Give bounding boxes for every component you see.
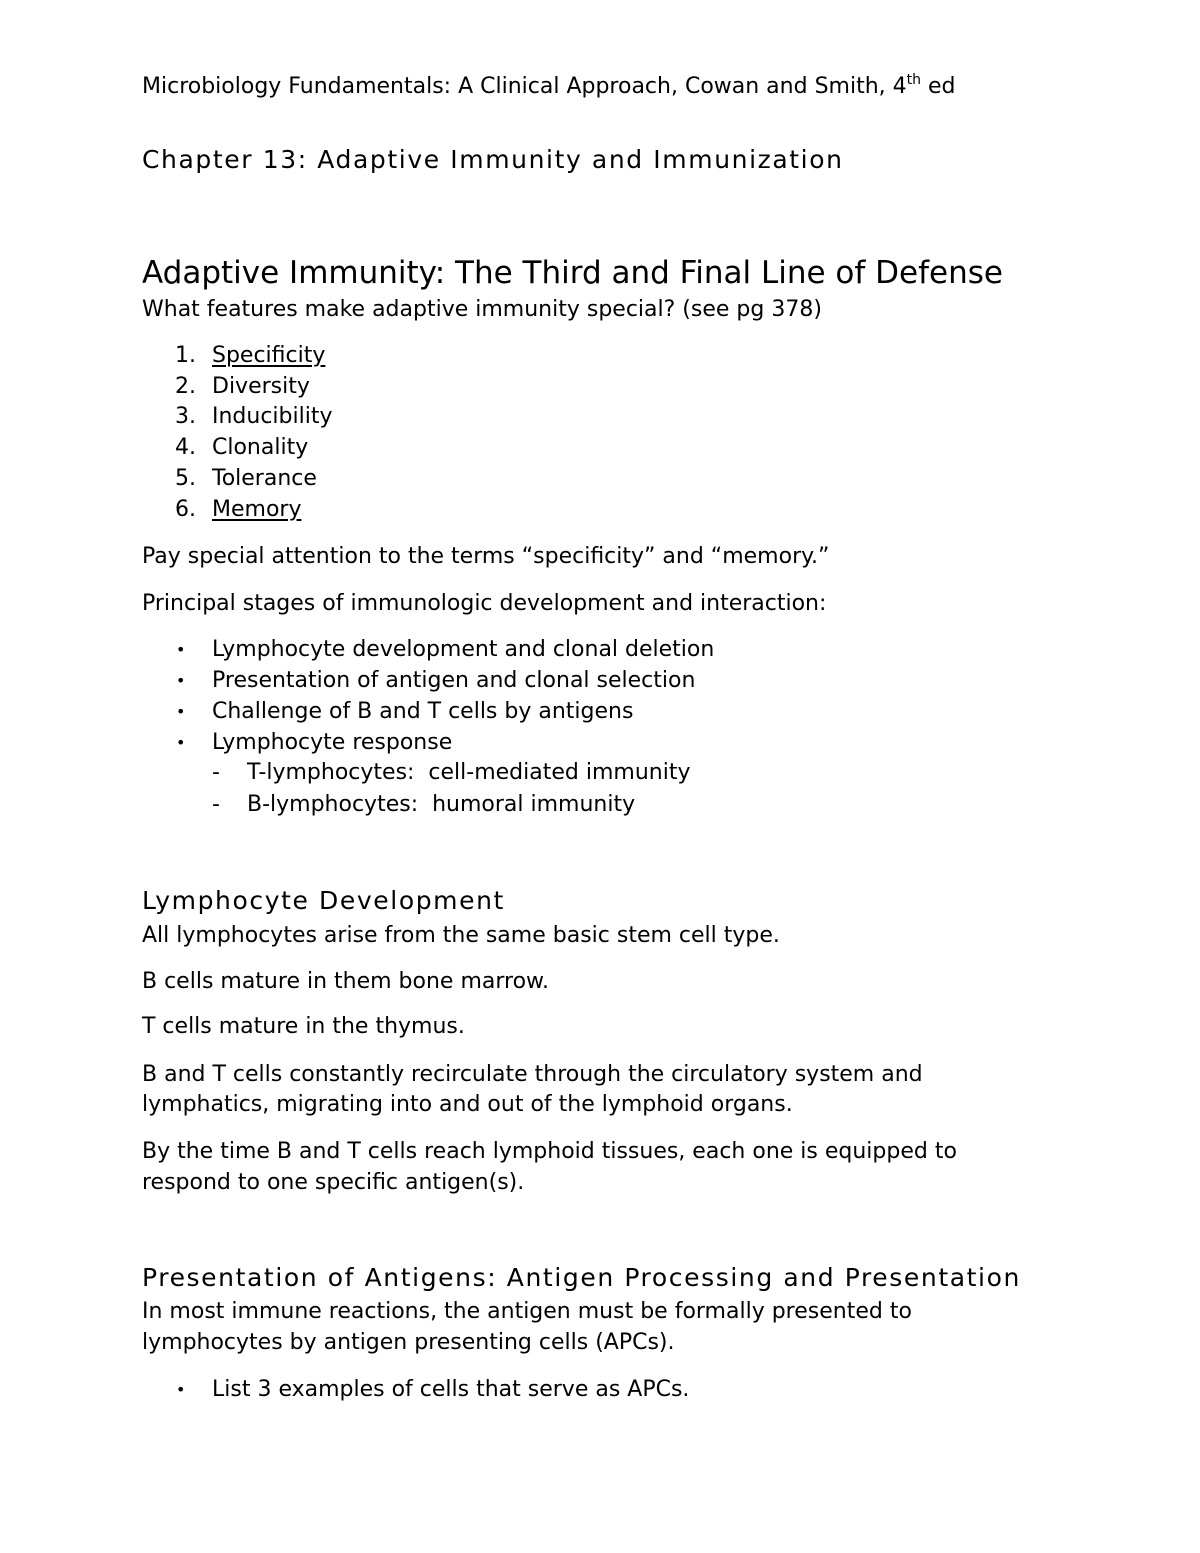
list-item: Lymphocyte response xyxy=(212,730,453,755)
paragraph-line: By the time B and T cells reach lymphoid tissues, each one is equipped to xyxy=(142,1139,957,1164)
list-number: 5. xyxy=(175,466,196,491)
paragraph-line: respond to one specific antigen(s). xyxy=(142,1170,525,1195)
paragraph-line: lymphatics, migrating into and out of the lymphoid organs. xyxy=(142,1092,793,1117)
list-number: 3. xyxy=(175,404,196,429)
list-item: Inducibility xyxy=(212,404,333,429)
paragraph: All lymphocytes arise from the same basic stem cell type. xyxy=(142,923,780,948)
list-item: Lymphocyte development and clonal deletion xyxy=(212,637,715,662)
dash-glyph: - xyxy=(212,792,220,817)
paragraph-line: In most immune reactions, the antigen must be formally presented to xyxy=(142,1299,912,1324)
list-item: Challenge of B and T cells by antigens xyxy=(212,699,634,724)
book-title: Microbiology Fundamentals: A Clinical Approach, Cowan and Smith, 4 xyxy=(142,74,907,99)
bullet-glyph: • xyxy=(176,733,186,752)
list-number: 2. xyxy=(175,374,196,399)
list-item: Specificity xyxy=(212,343,326,368)
list-item: Memory xyxy=(212,497,302,522)
paragraph: T cells mature in the thymus. xyxy=(142,1014,465,1039)
list-number: 4. xyxy=(175,435,196,460)
features-question: What features make adaptive immunity special? (see pg 378) xyxy=(142,297,822,322)
paragraph: B cells mature in them bone marrow. xyxy=(142,969,549,994)
bullet-glyph: • xyxy=(176,671,186,690)
edition-suffix: ed xyxy=(921,74,956,99)
bullet-glyph: • xyxy=(176,640,186,659)
antigen-presentation-heading: Presentation of Antigens: Antigen Processing and Presentation xyxy=(142,1263,1021,1292)
list-number: 6. xyxy=(175,497,196,522)
edition-superscript: th xyxy=(906,72,922,88)
apc-task-item: List 3 examples of cells that serve as APCs. xyxy=(212,1377,690,1402)
bullet-glyph: • xyxy=(176,1380,186,1399)
list-number: 1. xyxy=(175,343,196,368)
bullet-glyph: • xyxy=(176,702,186,721)
stages-intro: Principal stages of immunologic development and interaction: xyxy=(142,591,827,616)
list-item: Diversity xyxy=(212,374,310,399)
list-item: Presentation of antigen and clonal selection xyxy=(212,668,696,693)
attention-note: Pay special attention to the terms “specificity” and “memory.” xyxy=(142,544,830,569)
sub-list-item: T-lymphocytes: cell-mediated immunity xyxy=(247,760,691,785)
paragraph-line: lymphocytes by antigen presenting cells (APCs). xyxy=(142,1330,675,1355)
paragraph-line: B and T cells constantly recirculate through the circulatory system and xyxy=(142,1062,923,1087)
list-item: Clonality xyxy=(212,435,309,460)
book-title-line xyxy=(142,72,956,104)
adaptive-immunity-heading: Adaptive Immunity: The Third and Final Line of Defense xyxy=(142,255,1003,291)
sub-list-item: B-lymphocytes: humoral immunity xyxy=(247,792,636,817)
lymphocyte-development-heading: Lymphocyte Development xyxy=(142,886,505,915)
chapter-title: Chapter 13: Adaptive Immunity and Immunization xyxy=(142,145,844,174)
dash-glyph: - xyxy=(212,760,220,785)
list-item: Tolerance xyxy=(212,466,317,491)
